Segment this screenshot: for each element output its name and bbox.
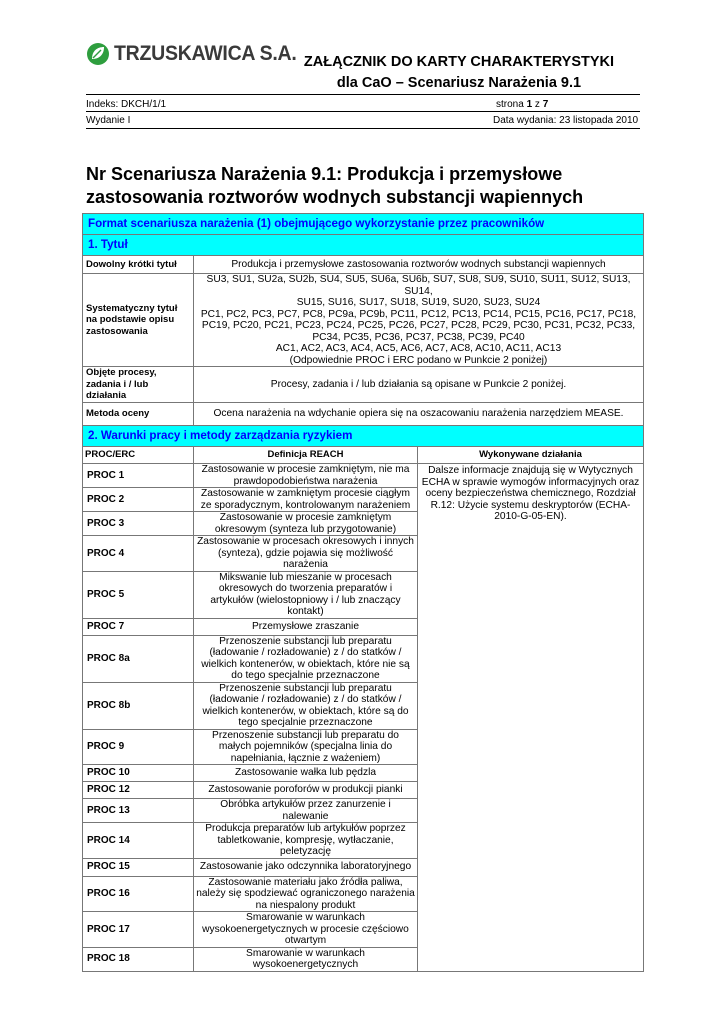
short-title-value: Produkcja i przemysłowe zastosowania roztworów wodnych substancji wapiennych xyxy=(194,256,644,274)
proc-definition: Smarowanie w warunkach wysokoenergetycznych w procesie częściowo otwartym xyxy=(194,912,418,948)
col-actions-header: Wykonywane działania xyxy=(418,447,644,464)
actions-description: Dalsze informacje znajdują się w Wytycznych ECHA w sprawie wymogów informacyjnych oraz oceny bezpieczeństwa chemicznego, Rozdział R.12: Użycie systemu deskryptorów (ECHA-2010-G-05-EN). xyxy=(418,464,644,972)
systematic-title-line: PC19, PC20, PC21, PC23, PC24, PC25, PC26, PC27, PC28, PC29, PC30, PC31, PC32, PC33, xyxy=(201,320,636,331)
systematic-title-label: Systematyczny tytuł na podstawie opisu zastosowania xyxy=(83,274,194,367)
method-label: Metoda oceny xyxy=(83,403,194,426)
company-name: TRZUSKAWICA S.A. xyxy=(114,42,297,65)
proc-definition: Zastosowanie jako odczynnika laboratoryjnego xyxy=(194,858,418,876)
systematic-title-line: AC1, AC2, AC3, AC4, AC5, AC6, AC7, AC8, AC10, AC11, AC13 xyxy=(275,343,562,354)
proc-code: PROC 1 xyxy=(83,464,194,488)
proc-code: PROC 16 xyxy=(83,876,194,912)
proc-definition: Przenoszenie substancji lub preparatu do małych pojemników (specjalna linia do napełniania, łącznie z ważeniem) xyxy=(194,729,418,765)
page-counter xyxy=(496,99,548,110)
proc-definition: Przenoszenie substancji lub preparatu (ładowanie / rozładowanie) z / do statków / wielkich kontenerów, w obiektach, które są do tego specjalnie przeznaczone xyxy=(194,682,418,729)
proc-definition: Zastosowanie w procesach okresowych i innych (synteza), gdzie pojawia się możliwość narażenia xyxy=(194,536,418,572)
section-2-header xyxy=(83,426,644,447)
processes-value: Procesy, zadania i / lub działania są opisane w Punkcie 2 poniżej. xyxy=(194,367,644,403)
proc-code: PROC 14 xyxy=(83,823,194,859)
proc-code: PROC 13 xyxy=(83,799,194,823)
edition: Wydanie I xyxy=(86,115,131,126)
proc-definition: Obróbka artykułów przez zanurzenie i nalewanie xyxy=(194,799,418,823)
processes-row xyxy=(83,367,644,403)
systematic-title-line: PC34, PC35, PC36, PC37, PC38, PC39, PC40 xyxy=(312,331,525,343)
proc-column-headers xyxy=(83,447,644,464)
proc-code: PROC 18 xyxy=(83,947,194,971)
leaf-logo-icon xyxy=(86,42,110,66)
header-rule xyxy=(86,94,640,95)
exposure-scenario-table xyxy=(82,213,644,972)
proc-definition: Zastosowanie w procesie zamkniętym okresowym (synteza lub przygotowanie) xyxy=(194,512,418,536)
format-section-title: Format scenariusza narażenia (1) obejmującego wykorzystanie przez pracowników xyxy=(83,214,644,235)
proc-definition: Mikswanie lub mieszanie w procesach okresowych do tworzenia preparatów i artykułów (wielostopniowy i / lub znaczący kontakt) xyxy=(194,571,418,618)
proc-definition: Zastosowanie poroforów w produkcji pianki xyxy=(194,782,418,799)
issue-date: Data wydania: 23 listopada 2010 xyxy=(493,115,639,126)
proc-code: PROC 8a xyxy=(83,635,194,682)
page-title: Nr Scenariusza Narażenia 9.1: Produkcja i przemysłowe zastosowania roztworów wodnych substancji wapiennych xyxy=(86,164,584,207)
section-2-title: 2. Warunki pracy i metody zarządzania ryzykiem xyxy=(83,426,644,447)
short-title-row xyxy=(83,256,644,274)
proc-definition: Przemysłowe zraszanie xyxy=(194,618,418,635)
proc-row xyxy=(83,464,644,488)
proc-code: PROC 2 xyxy=(83,488,194,512)
annex-title xyxy=(282,52,636,94)
proc-definition: Zastosowanie w procesie zamkniętym, nie ma prawdopodobieństwa narażenia xyxy=(194,464,418,488)
systematic-title-value xyxy=(194,274,644,367)
company-logo xyxy=(86,42,310,66)
meta-rule-2 xyxy=(86,128,640,129)
short-title-label: Dowolny krótki tytuł xyxy=(83,256,194,274)
proc-code: PROC 9 xyxy=(83,729,194,765)
systematic-title-row xyxy=(83,274,644,367)
systematic-title-line: SU15, SU16, SU17, SU18, SU19, SU20, SU23, SU24 xyxy=(296,297,541,308)
meta-rule-1 xyxy=(86,111,640,112)
proc-definition: Zastosowanie materiału jako źródła paliwa, należy się spodziewać ograniczonego narażenia na niespalony produkt xyxy=(194,876,418,912)
format-section-header xyxy=(83,214,644,235)
proc-code: PROC 8b xyxy=(83,682,194,729)
proc-code: PROC 5 xyxy=(83,571,194,618)
processes-label: Objęte procesy, zadania i / lub działania xyxy=(83,367,194,403)
proc-code: PROC 3 xyxy=(83,512,194,536)
col-def-header: Definicja REACH xyxy=(194,447,418,464)
annex-title-line2: dla CaO – Scenariusz Narażenia 9.1 xyxy=(336,75,582,91)
page-total: 7 xyxy=(542,99,549,110)
systematic-title-line: PC1, PC2, PC3, PC7, PC8, PC9a, PC9b, PC11, PC12, PC13, PC14, PC15, PC16, PC17, PC18, xyxy=(200,308,637,320)
systematic-title-line: SU3, SU1, SU2a, SU2b, SU4, SU5, SU6a, SU6b, SU7, SU8, SU9, SU10, SU11, SU12, SU13, SU14, xyxy=(206,274,631,297)
proc-definition: Smarowanie w warunkach wysokoenergetycznych xyxy=(194,947,418,971)
document-index: Indeks: DKCH/1/1 xyxy=(86,99,167,110)
method-value: Ocena narażenia na wdychanie opiera się na oszacowaniu narażenia narzędziem MEASE. xyxy=(194,403,644,426)
section-1-title: 1. Tytuł xyxy=(83,235,644,256)
proc-definition: Produkcja preparatów lub artykułów poprzez tabletkowanie, kompresję, wytłaczanie, peletyzację xyxy=(194,823,418,859)
proc-definition: Zastosowanie wałka lub pędzla xyxy=(194,765,418,782)
proc-code: PROC 4 xyxy=(83,536,194,572)
systematic-title-line: (Odpowiednie PROC i ERC podano w Punkcie 2 poniżej) xyxy=(289,354,548,366)
section-1-header xyxy=(83,235,644,256)
col-proc-header: PROC/ERC xyxy=(83,447,194,464)
page-prefix: strona xyxy=(496,99,527,110)
page-separator: z xyxy=(532,99,543,110)
annex-title-line1: ZAŁĄCZNIK DO KARTY CHARAKTERYSTYKI xyxy=(303,54,615,70)
proc-definition: Przenoszenie substancji lub preparatu (ładowanie / rozładowanie) z / do statków / wielkich kontenerów, w obiektach, które nie są do tego specjalnie przeznaczone xyxy=(194,635,418,682)
method-row xyxy=(83,403,644,426)
proc-code: PROC 12 xyxy=(83,782,194,799)
page-number: 1 xyxy=(526,99,533,110)
proc-code: PROC 15 xyxy=(83,858,194,876)
proc-code: PROC 10 xyxy=(83,765,194,782)
proc-code: PROC 17 xyxy=(83,912,194,948)
proc-code: PROC 7 xyxy=(83,618,194,635)
proc-definition: Zastosowanie w zamkniętym procesie ciągłym ze sporadycznym, kontrolowanym narażeniem xyxy=(194,488,418,512)
